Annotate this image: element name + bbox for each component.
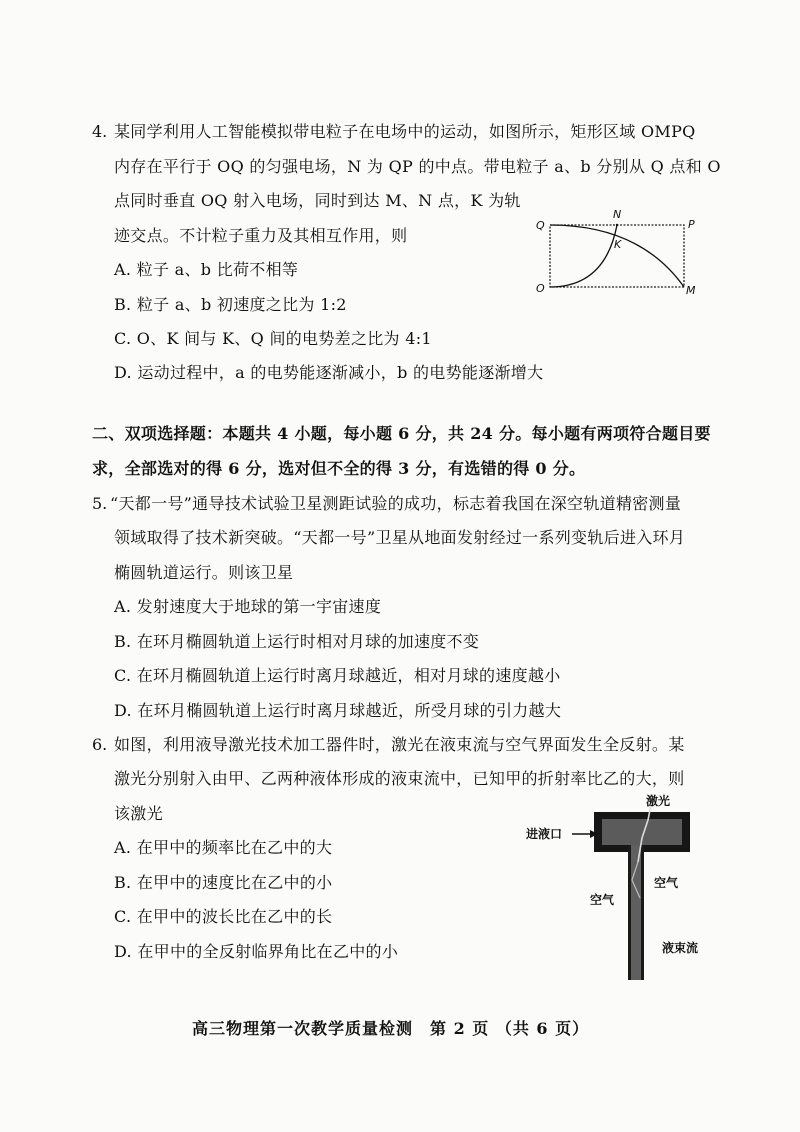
option-label: C. bbox=[114, 666, 132, 685]
option-label: D. bbox=[114, 701, 132, 720]
label-n: N bbox=[613, 208, 622, 221]
question-stem-line: “天都一号”通导技术试验卫星测距试验的成功，标志着我国在深空轨道精密测量 bbox=[110, 494, 682, 513]
label-inlet: 进液口 bbox=[526, 827, 563, 841]
question-stem-line: 该激光 bbox=[114, 804, 163, 823]
option-text: 粒子 a、b 初速度之比为 1:2 bbox=[136, 295, 347, 314]
option-label: B. bbox=[114, 873, 132, 892]
section-heading-line: 二、双项选择题：本题共 4 小题，每小题 6 分，共 24 分。每小题有两项符合题目要 bbox=[92, 424, 711, 443]
option-text: 粒子 a、b 比荷不相等 bbox=[136, 260, 299, 279]
label-o: O bbox=[536, 282, 545, 295]
option-label: D. bbox=[114, 363, 132, 382]
option-b bbox=[114, 873, 332, 893]
option-d bbox=[114, 363, 543, 383]
option-a bbox=[114, 260, 298, 280]
option-label: C. bbox=[114, 329, 132, 348]
question-number: 5. bbox=[92, 494, 108, 513]
rectangle-ompq bbox=[550, 225, 684, 287]
label-laser: 激光 bbox=[646, 794, 671, 808]
label-liquid-jet: 液束流 bbox=[662, 941, 699, 955]
option-c bbox=[114, 666, 561, 686]
option-b bbox=[114, 295, 347, 315]
option-label: C. bbox=[114, 907, 132, 926]
trajectory-a bbox=[550, 225, 684, 287]
option-label: A. bbox=[114, 260, 132, 279]
option-text: 在环月椭圆轨道上运行时离月球越近，相对月球的速度越小 bbox=[136, 666, 561, 685]
question-stem-line: 椭圆轨道运行。则该卫星 bbox=[114, 563, 294, 582]
question-number: 6. bbox=[92, 735, 108, 754]
trajectory-b bbox=[550, 225, 617, 287]
option-label: A. bbox=[114, 838, 132, 857]
option-label: B. bbox=[114, 632, 132, 651]
question-stem-line: 领域取得了技术新突破。“天都一号”卫星从地面发射经过一系列变轨后进入环月 bbox=[114, 528, 686, 547]
label-air-left: 空气 bbox=[590, 893, 615, 907]
option-text: 在环月椭圆轨道上运行时相对月球的加速度不变 bbox=[136, 632, 480, 651]
option-text: 发射速度大于地球的第一宇宙速度 bbox=[136, 597, 382, 616]
option-text: 在甲中的速度比在乙中的小 bbox=[136, 873, 333, 892]
q4-field-diagram bbox=[530, 205, 710, 305]
question-stem-line: 某同学利用人工智能模拟带电粒子在电场中的运动，如图所示，矩形区域 OMPQ bbox=[114, 122, 696, 141]
option-label: B. bbox=[114, 295, 132, 314]
label-q: Q bbox=[536, 219, 545, 232]
question-stem-line: 迹交点。不计粒子重力及其相互作用，则 bbox=[114, 226, 408, 245]
option-text: 在环月椭圆轨道上运行时离月球越近，所受月球的引力越大 bbox=[137, 701, 562, 720]
option-c bbox=[114, 329, 432, 349]
question-stem-line: 如图，利用液导激光技术加工器件时，激光在液束流与空气界面发生全反射。某 bbox=[114, 735, 685, 754]
option-text: 在甲中的全反射临界角比在乙中的小 bbox=[137, 942, 399, 961]
liquid-jet-core bbox=[631, 845, 641, 980]
option-text: 运动过程中，a 的电势能逐渐减小，b 的电势能逐渐增大 bbox=[137, 363, 544, 382]
option-text: O、K 间与 K、Q 间的电势差之比为 4:1 bbox=[136, 329, 432, 348]
question-number: 4. bbox=[92, 122, 108, 141]
option-a bbox=[114, 597, 381, 617]
option-label: D. bbox=[114, 942, 132, 961]
label-k: K bbox=[614, 238, 622, 251]
question-stem-line: 点同时垂直 OQ 射入电场，同时到达 M、N 点，K 为轨 bbox=[114, 191, 521, 210]
option-text: 在甲中的波长比在乙中的长 bbox=[136, 907, 333, 926]
question-stem-line: 激光分别射入由甲、乙两种液体形成的液束流中，已知甲的折射率比乙的大，则 bbox=[114, 769, 685, 788]
question-stem-line: 内存在平行于 OQ 的匀强电场，N 为 QP 的中点。带电粒子 a、b 分别从 Q 点和 O bbox=[114, 157, 721, 176]
option-d bbox=[114, 942, 398, 962]
q6-laser-jet-diagram bbox=[520, 794, 720, 982]
label-air-right: 空气 bbox=[654, 876, 679, 890]
option-b bbox=[114, 632, 479, 652]
section-heading-line: 求，全部选对的得 6 分，选对但不全的得 3 分，有选错的得 0 分。 bbox=[92, 459, 586, 478]
option-label: A. bbox=[114, 597, 132, 616]
option-text: 在甲中的频率比在乙中的大 bbox=[136, 838, 333, 857]
option-d bbox=[114, 701, 561, 721]
page-footer: 高三物理第一次教学质量检测 第 2 页 （共 6 页） bbox=[192, 1019, 590, 1038]
option-c bbox=[114, 907, 332, 927]
option-a bbox=[114, 838, 332, 858]
label-m: M bbox=[686, 284, 696, 297]
point-n-marker bbox=[616, 224, 618, 226]
label-p: P bbox=[688, 218, 695, 231]
